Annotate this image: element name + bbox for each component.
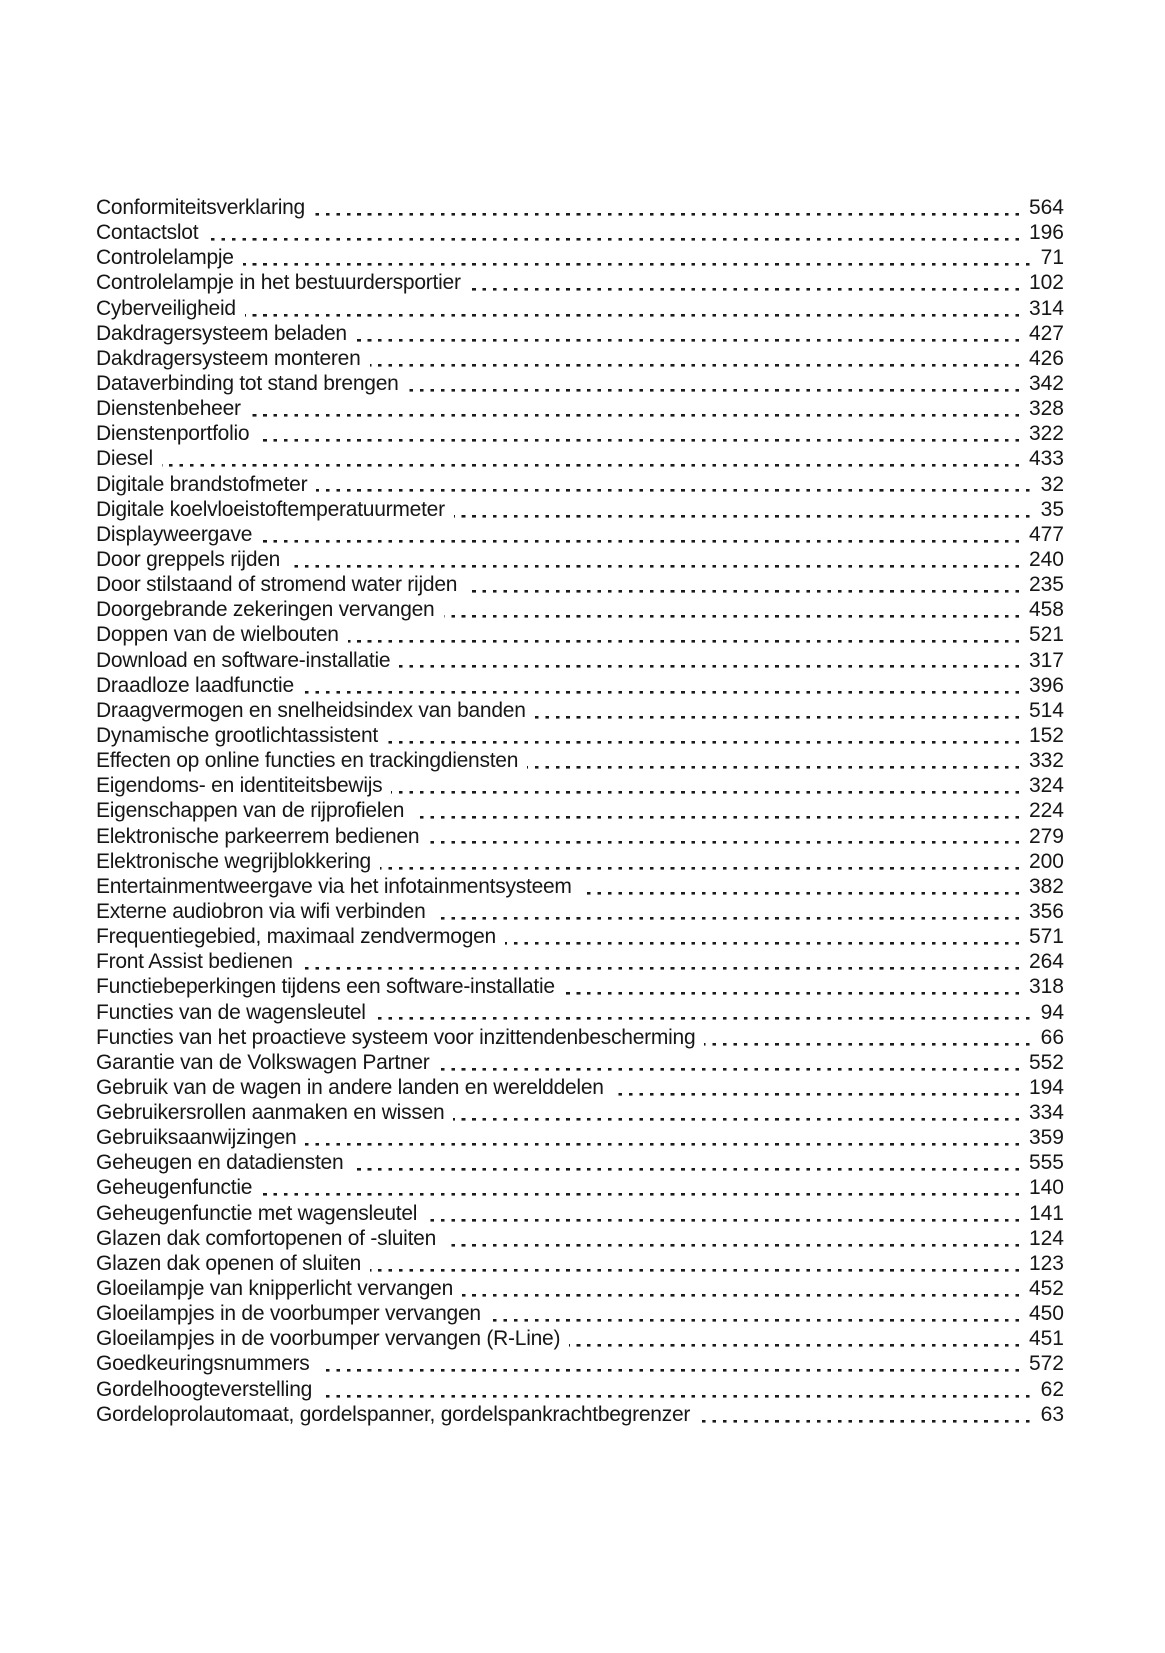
toc-entry-page: 451: [1022, 1326, 1064, 1351]
toc-entry-label: Door greppels rijden: [96, 547, 289, 572]
toc-entry: [96, 648, 1064, 673]
toc-entry: [96, 1276, 1064, 1301]
toc-entry-label: Eigendoms- en identiteitsbewijs: [96, 773, 391, 798]
toc-entry: [96, 748, 1064, 773]
toc-entry-page: 514: [1022, 698, 1064, 723]
toc-entry: [96, 321, 1064, 346]
toc-entry-label: Displayweergave: [96, 522, 261, 547]
toc-entry: [96, 773, 1064, 798]
toc-entry-label: Gebruiksaanwijzingen: [96, 1125, 305, 1150]
toc-entry: [96, 1377, 1064, 1402]
toc-entry: [96, 849, 1064, 874]
toc-entry-label: Effecten op online functies en trackingdiensten: [96, 748, 527, 773]
toc-entry: [96, 924, 1064, 949]
toc-entry-label: Dakdragersysteem beladen: [96, 321, 356, 346]
toc-entry: [96, 522, 1064, 547]
toc-entry-page: 200: [1022, 849, 1064, 874]
toc-entry: [96, 673, 1064, 698]
toc-entry: [96, 949, 1064, 974]
toc-entry-page: 450: [1022, 1301, 1064, 1326]
toc-entry-label: Controlelampje: [96, 245, 243, 270]
toc-entry-page: 194: [1022, 1075, 1064, 1100]
toc-entry: [96, 974, 1064, 999]
toc-entry: [96, 1100, 1064, 1125]
toc-entry-label: Conformiteitsverklaring: [96, 195, 314, 220]
toc-entry-page: 317: [1022, 648, 1064, 673]
toc-entry-label: Elektronische wegrijblokkering: [96, 849, 380, 874]
toc-entry: [96, 547, 1064, 572]
toc-entry-label: Gebruikersrollen aanmaken en wissen: [96, 1100, 453, 1125]
toc-entry: [96, 698, 1064, 723]
toc-entry-label: Doppen van de wielbouten: [96, 622, 348, 647]
toc-entry-page: 324: [1022, 773, 1064, 798]
toc-entry-label: Gebruik van de wagen in andere landen en werelddelen: [96, 1075, 613, 1100]
toc-entry-label: Goedkeuringsnummers: [96, 1351, 319, 1376]
toc-entry: [96, 1050, 1064, 1075]
toc-entry: [96, 1226, 1064, 1251]
toc-entry-page: 62: [1034, 1377, 1064, 1402]
toc-entry-page: 279: [1022, 824, 1064, 849]
toc-entry: [96, 1075, 1064, 1100]
toc-entry: [96, 824, 1064, 849]
toc-entry-label: Glazen dak comfortopenen of -sluiten: [96, 1226, 445, 1251]
toc-entry-page: 102: [1022, 270, 1064, 295]
toc-entry: [96, 446, 1064, 471]
toc-entry: [96, 220, 1064, 245]
toc-entry: [96, 622, 1064, 647]
toc-entry-page: 359: [1022, 1125, 1064, 1150]
toc-entry: [96, 572, 1064, 597]
toc-entry-label: Glazen dak openen of sluiten: [96, 1251, 370, 1276]
toc-entry-label: Functies van de wagensleutel: [96, 1000, 375, 1025]
toc-entry-label: Geheugenfunctie met wagensleutel: [96, 1201, 426, 1226]
toc-entry-label: Gloeilampjes in de voorbumper vervangen: [96, 1301, 490, 1326]
toc-entry-page: 140: [1022, 1175, 1064, 1200]
toc-entry-page: 141: [1022, 1201, 1064, 1226]
toc-entry: [96, 195, 1064, 220]
toc-entry-label: Doorgebrande zekeringen vervangen: [96, 597, 444, 622]
toc-entry-page: 196: [1022, 220, 1064, 245]
toc-entry: [96, 270, 1064, 295]
toc-entry-page: 452: [1022, 1276, 1064, 1301]
toc-entry: [96, 497, 1064, 522]
toc-entry-page: 477: [1022, 522, 1064, 547]
toc-entry: [96, 1201, 1064, 1226]
toc-entry-page: 314: [1022, 296, 1064, 321]
toc-entry-page: 521: [1022, 622, 1064, 647]
toc-entry-label: Digitale brandstofmeter: [96, 472, 316, 497]
toc-entry-page: 152: [1022, 723, 1064, 748]
toc-entry-page: 32: [1034, 472, 1064, 497]
toc-entry-page: 572: [1022, 1351, 1064, 1376]
toc-entry-page: 396: [1022, 673, 1064, 698]
toc-entry: [96, 421, 1064, 446]
toc-entry: [96, 1025, 1064, 1050]
toc-entry: [96, 346, 1064, 371]
toc-entry-page: 382: [1022, 874, 1064, 899]
toc-entry-page: 322: [1022, 421, 1064, 446]
toc-entry-page: 356: [1022, 899, 1064, 924]
toc-entry-label: Gordeloprolautomaat, gordelspanner, gordelspankrachtbegrenzer: [96, 1402, 699, 1427]
toc-entry: [96, 798, 1064, 823]
toc-entry: [96, 1251, 1064, 1276]
toc-entry: [96, 1402, 1064, 1427]
toc-entry: [96, 597, 1064, 622]
toc-entry-page: 235: [1022, 572, 1064, 597]
toc-entry-label: Elektronische parkeerrem bedienen: [96, 824, 428, 849]
toc-entry: [96, 1125, 1064, 1150]
toc-entry-label: Front Assist bedienen: [96, 949, 302, 974]
toc-entry: [96, 1175, 1064, 1200]
toc-entry-label: Gloeilampje van knipperlicht vervangen: [96, 1276, 462, 1301]
toc-entry-label: Contactslot: [96, 220, 207, 245]
toc-entry-label: Dakdragersysteem monteren: [96, 346, 370, 371]
toc-entry: [96, 472, 1064, 497]
toc-entry-page: 124: [1022, 1226, 1064, 1251]
toc-entry-label: Geheugen en datadiensten: [96, 1150, 352, 1175]
toc-entry-page: 552: [1022, 1050, 1064, 1075]
toc-entry-page: 433: [1022, 446, 1064, 471]
toc-list: [96, 195, 1064, 1427]
toc-entry-page: 63: [1034, 1402, 1064, 1427]
toc-entry: [96, 899, 1064, 924]
toc-entry: [96, 1326, 1064, 1351]
toc-entry-label: Garantie van de Volkswagen Partner: [96, 1050, 439, 1075]
toc-entry-page: 334: [1022, 1100, 1064, 1125]
toc-entry-label: Externe audiobron via wifi verbinden: [96, 899, 435, 924]
toc-entry-label: Entertainmentweergave via het infotainmentsysteem: [96, 874, 581, 899]
toc-entry: [96, 1000, 1064, 1025]
toc-entry-page: 328: [1022, 396, 1064, 421]
toc-entry-label: Door stilstaand of stromend water rijden: [96, 572, 466, 597]
toc-entry-page: 123: [1022, 1251, 1064, 1276]
toc-entry-label: Dynamische grootlichtassistent: [96, 723, 387, 748]
toc-entry-label: Draadloze laadfunctie: [96, 673, 303, 698]
toc-entry-label: Frequentiegebied, maximaal zendvermogen: [96, 924, 505, 949]
toc-entry-page: 224: [1022, 798, 1064, 823]
toc-entry-page: 66: [1034, 1025, 1064, 1050]
toc-entry-page: 35: [1034, 497, 1064, 522]
toc-entry-page: 318: [1022, 974, 1064, 999]
toc-entry-page: 571: [1022, 924, 1064, 949]
toc-entry: [96, 1351, 1064, 1376]
toc-entry-page: 342: [1022, 371, 1064, 396]
toc-entry-label: Dienstenbeheer: [96, 396, 250, 421]
toc-entry-label: Digitale koelvloeistoftemperatuurmeter: [96, 497, 454, 522]
toc-entry-label: Functiebeperkingen tijdens een software-installatie: [96, 974, 564, 999]
toc-entry-page: 94: [1034, 1000, 1064, 1025]
toc-entry-page: 564: [1022, 195, 1064, 220]
toc-entry-label: Eigenschappen van de rijprofielen: [96, 798, 413, 823]
toc-entry-page: 264: [1022, 949, 1064, 974]
toc-entry: [96, 396, 1064, 421]
toc-entry: [96, 371, 1064, 396]
toc-entry-label: Diesel: [96, 446, 162, 471]
toc-entry-label: Download en software-installatie: [96, 648, 399, 673]
toc-entry-page: 458: [1022, 597, 1064, 622]
toc-entry: [96, 245, 1064, 270]
toc-entry: [96, 1150, 1064, 1175]
toc-entry-page: 555: [1022, 1150, 1064, 1175]
toc-entry: [96, 723, 1064, 748]
toc-entry-label: Controlelampje in het bestuurdersportier: [96, 270, 470, 295]
toc-entry-label: Cyberveiligheid: [96, 296, 245, 321]
toc-entry-label: Draagvermogen en snelheidsindex van banden: [96, 698, 535, 723]
toc-entry-page: 427: [1022, 321, 1064, 346]
toc-entry: [96, 1301, 1064, 1326]
toc-entry-label: Dataverbinding tot stand brengen: [96, 371, 408, 396]
toc-entry-label: Gloeilampjes in de voorbumper vervangen (R-Line): [96, 1326, 569, 1351]
toc-entry-page: 332: [1022, 748, 1064, 773]
toc-entry-label: Geheugenfunctie: [96, 1175, 261, 1200]
toc-entry-page: 426: [1022, 346, 1064, 371]
toc-entry-page: 240: [1022, 547, 1064, 572]
toc-entry-page: 71: [1034, 245, 1064, 270]
toc-entry: [96, 874, 1064, 899]
toc-entry-label: Gordelhoogteverstelling: [96, 1377, 321, 1402]
toc-entry-label: Dienstenportfolio: [96, 421, 258, 446]
toc-entry-label: Functies van het proactieve systeem voor inzittendenbescherming: [96, 1025, 704, 1050]
toc-entry: [96, 296, 1064, 321]
